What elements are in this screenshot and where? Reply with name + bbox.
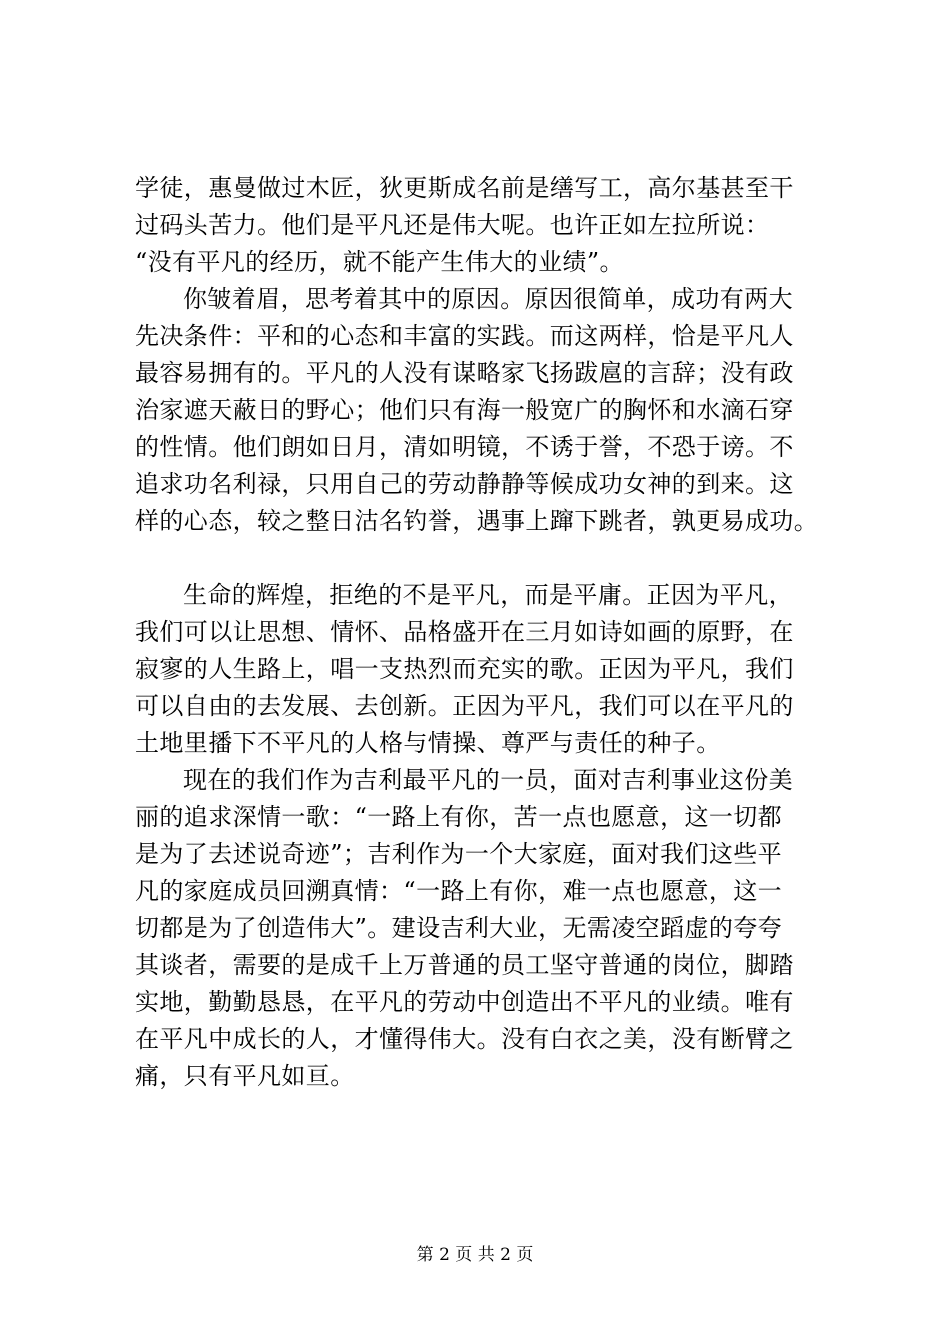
text-line: 寂寥的人生路上，唱一支热烈而充实的歌。正因为平凡，我们	[135, 655, 794, 683]
text-line: 追求功名利禄，只用自己的劳动静静等候成功女神的到来。这	[135, 470, 794, 498]
text-line: 痛，只有平凡如亘。	[135, 1062, 355, 1090]
page-number-footer: 第 2 页 共 2 页	[416, 1245, 534, 1265]
text-line: 可以自由的去发展、去创新。正因为平凡，我们可以在平凡的	[135, 692, 794, 720]
text-line: 过码头苦力。他们是平凡还是伟大呢。也许正如左拉所说：	[135, 211, 770, 239]
text-line: 先决条件：平和的心态和丰富的实践。而这两样，恰是平凡人	[135, 322, 794, 350]
text-line: 学徒，惠曼做过木匠，狄更斯成名前是缮写工，高尔基甚至干	[135, 174, 794, 202]
text-line: 治家遮天蔽日的野心；他们只有海一般宽广的胸怀和水滴石穿	[135, 396, 794, 424]
paragraph-4	[135, 762, 835, 1095]
text-line: 其谈者，需要的是成千上万普通的员工坚守普通的岗位，脚踏	[135, 951, 794, 979]
text-line: 凡的家庭成员回溯真情：“一路上有你，难一点也愿意，这一	[135, 877, 783, 905]
text-line: 切都是为了创造伟大”。建设吉利大业，无需凌空蹈虚的夸夸	[135, 914, 783, 942]
text-line: 土地里播下不平凡的人格与情操、尊严与责任的种子。	[135, 729, 721, 757]
text-line: 现在的我们作为吉利最平凡的一员，面对吉利事业这份美	[183, 766, 793, 794]
text-line: 我们可以让思想、情怀、品格盛开在三月如诗如画的原野，在	[135, 618, 794, 646]
text-line: 生命的辉煌，拒绝的不是平凡，而是平庸。正因为平凡，	[183, 581, 793, 609]
paragraph-3	[135, 577, 835, 762]
paragraph-1	[135, 170, 835, 281]
text-line: 是为了去述说奇迹”；吉利作为一个大家庭，面对我们这些平	[135, 840, 783, 868]
text-line: 最容易拥有的。平凡的人没有谋略家飞扬跋扈的言辞；没有政	[135, 359, 794, 387]
paragraph-2	[135, 281, 835, 540]
text-line: 样的心态，较之整日沽名钓誉，遇事上蹿下跳者，孰更易成功。	[135, 507, 819, 535]
paragraph-spacer	[135, 540, 835, 577]
text-line: “没有平凡的经历，就不能产生伟大的业绩”。	[135, 248, 624, 276]
document-body	[135, 170, 835, 1095]
text-line: 你皱着眉，思考着其中的原因。原因很简单，成功有两大	[183, 285, 793, 313]
text-line: 在平凡中成长的人，才懂得伟大。没有白衣之美，没有断臂之	[135, 1025, 794, 1053]
text-line: 的性情。他们朗如日月，清如明镜，不诱于誉，不恐于谤。不	[135, 433, 794, 461]
text-line: 丽的追求深情一歌：“一路上有你，苦一点也愿意，这一切都	[135, 803, 783, 831]
text-line: 实地，勤勤恳恳，在平凡的劳动中创造出不平凡的业绩。唯有	[135, 988, 794, 1016]
